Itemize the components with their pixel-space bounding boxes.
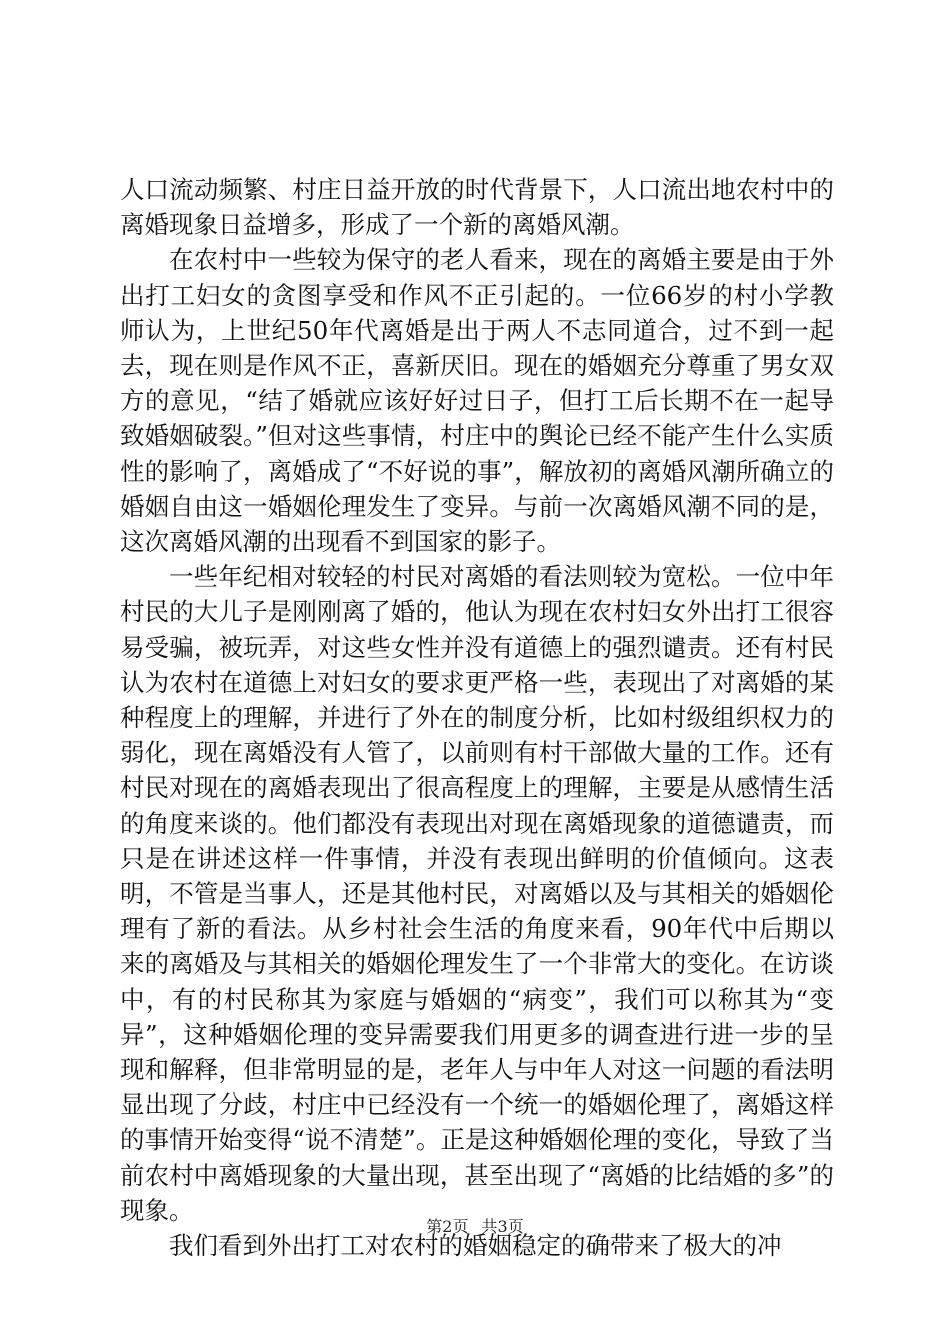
page-footer xyxy=(0,1214,950,1237)
paragraph-younger-view: 一些年纪相对较轻的村民对离婚的看法则较为宽松。一位中年村民的大儿子是刚刚离了婚的，他认为现在农村妇女外出打工很容易受骗，被玩弄，对这些女性并没有道德上的强烈谴责。还有村民认为农村在道德上对妇女的要求更严格一些，表现出了对离婚的某种程度上的理解，并进行了外在的制度分析，比如村级组织权力的弱化，现在离婚没有人管了，以前则有村干部做大量的工作。还有村民对现在的离婚表现出了很高程度上的理解，主要是从感情生活的角度来谈的。他们都没有表现出对现在离婚现象的道德谴责，而只是在讲述这样一件事情，并没有表现出鲜明的价值倾向。这表明，不管是当事人，还是其他村民，对离婚以及与其相关的婚姻伦理有了新的看法。从乡村社会生活的角度来看，90年代中后期以来的离婚及与其相关的婚姻伦理发生了一个非常大的变化。在访谈中，有的村民称其为家庭与婚姻的“病变”，我们可以称其为“变异”，这种婚姻伦理的变异需要我们用更多的调查进行进一步的呈现和解释，但非常明显的是，老年人与中年人对这一问题的看法明显出现了分歧，村庄中已经没有一个统一的婚姻伦理了，离婚这样的事情开始变得“说不清楚”。正是这种婚姻伦理的变化，导致了当前农村中离婚现象的大量出现，甚至出现了“离婚的比结婚的多”的现象。 xyxy=(120,562,834,1225)
paragraph-elders-view: 在农村中一些较为保守的老人看来，现在的离婚主要是由于外出打工妇女的贪图享受和作风不正引起的。一位66岁的村小学教师认为，上世纪50年代离婚是出于两人不志同道合，过不到一起去，现在则是作风不正，喜新厌旧。现在的婚姻充分尊重了男女双方的意见，“结了婚就应该好好过日子，但打工后长期不在一起导致婚姻破裂。”但对这些事情，村庄中的舆论已经不能产生什么实质性的影响了，离婚成了“不好说的事”，解放初的离婚风潮所确立的婚姻自由这一婚姻伦理发生了变异。与前一次离婚风潮不同的是，这次离婚风潮的出现看不到国家的影子。 xyxy=(120,245,834,557)
paragraph-continued: 人口流动频繁、村庄日益开放的时代背景下，人口流出地农村中的离婚现象日益增多，形成了一个新的离婚风潮。 xyxy=(120,175,834,240)
paragraph-migrant-impact: 我们看到外出打工对农村的婚姻稳定的确带来了极大的冲 xyxy=(169,1231,782,1261)
page-total: 共3页 xyxy=(481,1217,524,1236)
page-number: 第2页 xyxy=(426,1217,469,1236)
body-text xyxy=(120,172,834,1263)
